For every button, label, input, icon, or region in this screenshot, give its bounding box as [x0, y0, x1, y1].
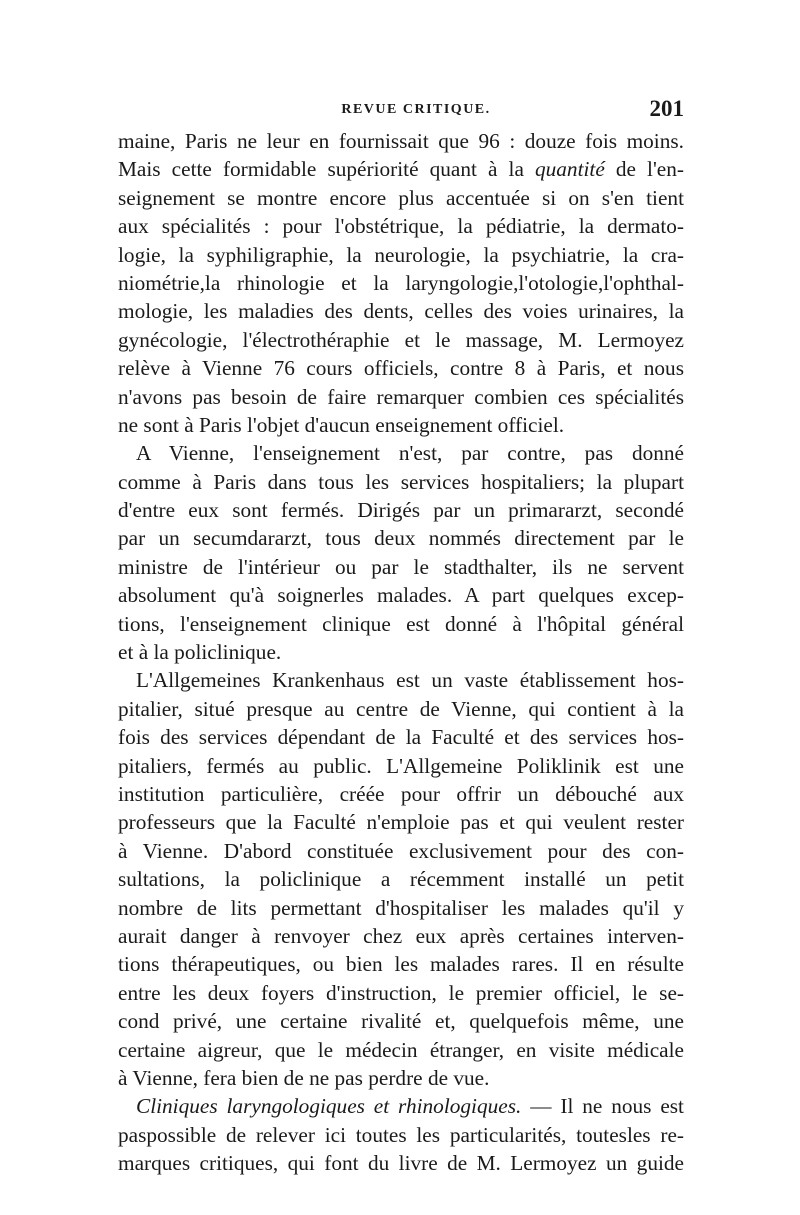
text-line: et à la policlinique.	[118, 640, 282, 665]
text-line: nombre de lits permettant d'hospitaliser les malades qu'il y	[118, 895, 684, 920]
running-head	[118, 96, 684, 128]
text-line: ne sont à Paris l'objet d'aucun enseignement officiel.	[118, 412, 565, 437]
text-line: aux spécialités : pour l'obstétrique, la pédiatrie, la dermato-	[118, 214, 684, 239]
text-line: mologie, les maladies des dents, celles des voies urinaires, la	[118, 299, 684, 324]
text-line: absolument qu'à soignerles malades. A part quelques excep-	[118, 583, 684, 608]
text-line: d'entre eux sont fermés. Dirigés par un primararzt, secondé	[118, 498, 684, 523]
text-segment: — Il ne nous est	[530, 1094, 684, 1119]
text-line: marques critiques, qui font du livre de M. Lermoyez un guide	[118, 1151, 684, 1176]
text-line: institution particulière, créée pour offrir un débouché aux	[118, 781, 684, 806]
text-line: niométrie,la rhinologie et la laryngologie,l'otologie,l'ophthal-	[118, 270, 684, 295]
text-line: professeurs que la Faculté n'emploie pas et qui veulent rester	[118, 810, 684, 835]
text-line: paspossible de relever ici toutes les particularités, toutesles re-	[118, 1122, 684, 1147]
text-line: à Vienne. D'abord constituée exclusivement pour des con-	[118, 838, 684, 863]
text-line: cond privé, une certaine rivalité et, quelquefois même, une	[118, 1009, 684, 1034]
text-line: à Vienne, fera bien de ne pas perdre de vue.	[118, 1065, 490, 1090]
text-line: maine, Paris ne leur en fournissait que 96 : douze fois moins.	[118, 129, 684, 153]
running-title: REVUE CRITIQUE.	[341, 102, 491, 117]
text-line	[118, 155, 684, 183]
text-line: certaine aigreur, que le médecin étranger, en visite médicale	[118, 1037, 684, 1062]
text-line: par un secumdararzt, tous deux nommés directement par le	[118, 526, 684, 551]
text-line: fois des services dépendant de la Faculté et des services hos-	[118, 725, 684, 750]
text-line: relève à Vienne 76 cours officiels, contre 8 à Paris, et nous	[118, 356, 684, 381]
emphasis-quantite: quantité	[534, 157, 605, 182]
text-line: aurait danger à renvoyer chez eux après certaines interven-	[118, 923, 684, 948]
text-line: L'Allgemeines Krankenhaus est un vaste établissement hos-	[136, 668, 684, 693]
text-line: n'avons pas besoin de faire remarquer combien ces spécialités	[118, 384, 684, 409]
text-segment: Mais cette formidable supériorité quant à la	[118, 157, 524, 182]
text-line: entre les deux foyers d'instruction, le premier officiel, le se-	[118, 980, 684, 1005]
text-line	[118, 1092, 684, 1120]
text-segment: de l'en-	[615, 157, 684, 182]
text-line: gynécologie, l'électrothéraphie et le massage, M. Lermoyez	[118, 327, 684, 352]
text-line: tions, l'enseignement clinique est donné à l'hôpital général	[118, 611, 684, 636]
page-number: 201	[649, 96, 684, 121]
text-line: tions thérapeutiques, ou bien les malades rares. Il en résulte	[118, 952, 684, 977]
text-line: logie, la syphiligraphie, la neurologie, la psychiatrie, la cra-	[118, 242, 684, 267]
text-line: sultations, la policlinique a récemment installé un petit	[118, 867, 684, 892]
text-line: A Vienne, l'enseignement n'est, par contre, pas donné	[136, 441, 684, 466]
text-line: ministre de l'intérieur ou par le stadthalter, ils ne servent	[118, 554, 684, 579]
body-text	[118, 127, 684, 1177]
text-line: pitalier, situé presque au centre de Vienne, qui contient à la	[118, 696, 684, 721]
text-line: comme à Paris dans tous les services hospitaliers; la plupart	[118, 469, 684, 494]
text-line: seignement se montre encore plus accentuée si on s'en tient	[118, 185, 684, 210]
section-heading: Cliniques laryngologiques et rhinologiques.	[136, 1094, 522, 1119]
text-line: pitaliers, fermés au public. L'Allgemeine Poliklinik est une	[118, 753, 684, 778]
